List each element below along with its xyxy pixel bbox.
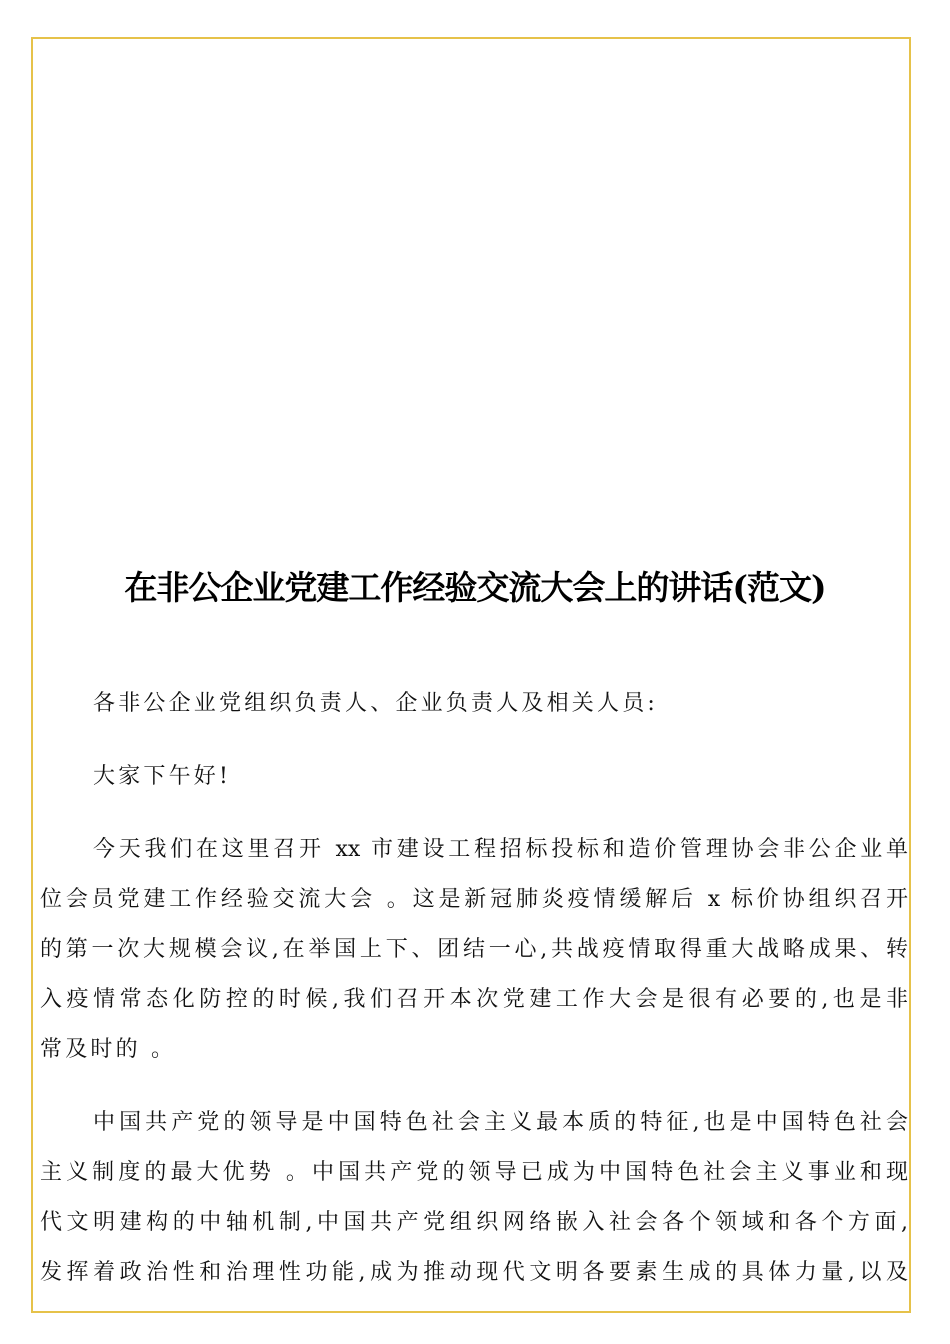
paragraph-2-line-2: 主义制度的最大优势 。中国共产党的领导已成为中国特色社会主义事业和现 (40, 1160, 908, 1185)
paragraph-1-line-2: 位会员党建工作经验交流大会 。这是新冠肺炎疫情缓解后 x 标价协组织召开 (40, 887, 908, 912)
salutation: 各非公企业党组织负责人、企业负责人及相关人员: (93, 691, 659, 716)
paragraph-1-line-4: 入疫情常态化防控的时候,我们召开本次党建工作大会是很有必要的,也是非 (40, 987, 908, 1012)
paragraph-2-line-4: 发挥着政治性和治理性功能,成为推动现代文明各要素生成的具体力量,以及 (40, 1260, 908, 1285)
document-title: 在非公企业党建工作经验交流大会上的讲话(范文) (124, 568, 826, 607)
paragraph-2-line-3: 代文明建构的中轴机制,中国共产党组织网络嵌入社会各个领域和各个方面, (40, 1210, 908, 1235)
paragraph-1-line-5: 常及时的 。 (40, 1037, 177, 1062)
greeting: 大家下午好! (93, 764, 232, 789)
paragraph-1-line-3: 的第一次大规模会议,在举国上下、团结一心,共战疫情取得重大战略成果、转 (40, 937, 908, 962)
paragraph-1-line-1: 今天我们在这里召开 xx 市建设工程招标投标和造价管理协会非公企业单 (93, 837, 908, 862)
paragraph-2-line-1: 中国共产党的领导是中国特色社会主义最本质的特征,也是中国特色社会 (93, 1110, 908, 1135)
